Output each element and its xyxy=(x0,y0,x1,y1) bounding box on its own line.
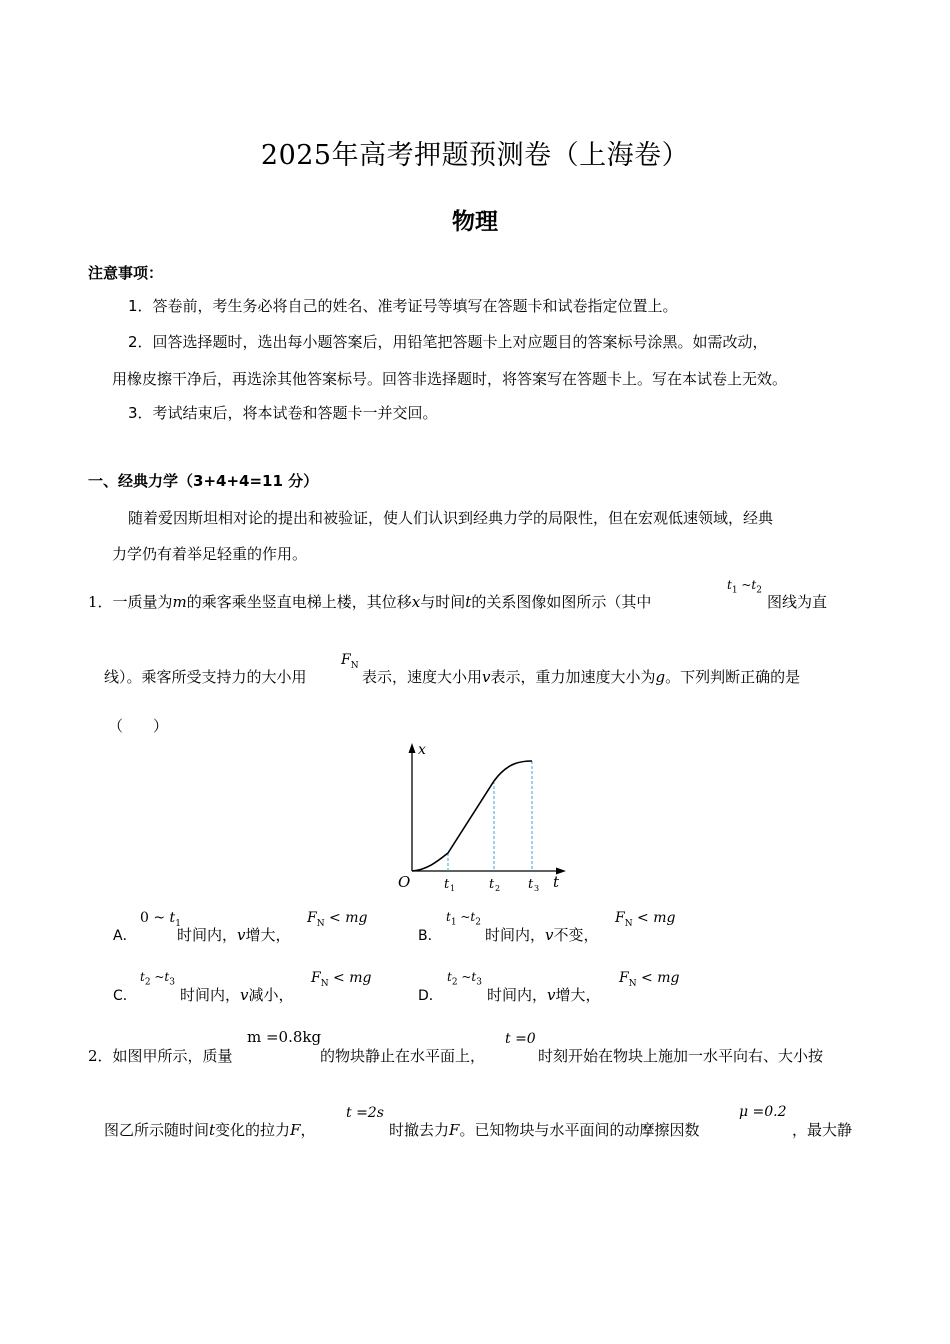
page-title: 2025年高考押题预测卷（上海卷） xyxy=(260,140,690,171)
option-d-ineq: < mg xyxy=(641,970,680,986)
q1-var-v: v xyxy=(482,668,491,686)
q2-text: 图乙所示随时间 xyxy=(104,1121,210,1139)
graph-t2-label: t xyxy=(489,877,495,892)
option-a-tail: 增大， xyxy=(245,926,291,944)
subject-title: 物理 xyxy=(452,209,498,235)
option-c-v: v xyxy=(240,986,249,1004)
option-b-tail: 不变， xyxy=(553,926,599,944)
q2-text: 时撤去力 xyxy=(389,1121,450,1139)
option-d-interval: $t_2$ $\sim t_3$ xyxy=(447,970,482,988)
option-b-text xyxy=(485,924,599,945)
option-d-condition: $F_N$ < mg xyxy=(619,970,680,989)
q2-text: ， xyxy=(300,1121,316,1139)
q1-var-t: t xyxy=(465,593,472,611)
q1-interval-t1-t2: $t_1$ $\sim t_2$ xyxy=(727,578,762,596)
option-d-letter[interactable]: D． xyxy=(418,988,443,1004)
q1-line-1-end: 图线为直 xyxy=(767,593,828,611)
q1-var-m: m xyxy=(172,593,187,611)
option-a-interval: 0 ~ $t_1$ xyxy=(140,910,181,929)
option-a-condition: $F_N$ < mg xyxy=(307,910,368,929)
q1-xt-graph xyxy=(392,738,577,898)
q2-line-2-b xyxy=(389,1119,699,1140)
notice-heading: 注意事项： xyxy=(88,264,164,282)
section-intro-line-1: 随着爱因斯坦相对论的提出和被验证，使人们认识到经典力学的局限性，但在宏观低速领域，经典 xyxy=(128,509,774,527)
q2-mu: μ =0.2 xyxy=(739,1104,787,1120)
q2-var-t: t xyxy=(209,1121,216,1139)
option-a-text xyxy=(177,924,291,945)
graph-y-label: x xyxy=(418,742,426,758)
graph-t3-sub: 3 xyxy=(534,884,540,893)
q1-fn-symbol: $F_N$ xyxy=(341,652,359,671)
q1-answer-blank: （ ） xyxy=(108,717,169,735)
option-c-interval: $t_2$ $\sim t_3$ xyxy=(140,970,175,988)
q2-line-2-a xyxy=(104,1119,316,1140)
option-b-ineq: < mg xyxy=(637,910,676,926)
option-b-v: v xyxy=(545,926,554,944)
q1-line-2-a: 线）。乘客所受支持力的大小用 xyxy=(104,668,307,686)
option-c-label: 时间内， xyxy=(180,986,241,1004)
option-a-ineq: < mg xyxy=(329,910,368,926)
y-axis-arrow xyxy=(409,743,416,753)
q1-var-g: g xyxy=(655,668,666,686)
option-c-letter[interactable]: C． xyxy=(113,988,137,1004)
q2-var-f: F xyxy=(290,1121,301,1139)
notice-item-1: 1．答卷前，考生务必将自己的姓名、准考证号等填写在答题卡和试卷指定位置上。 xyxy=(128,297,678,315)
notice-item-2-line-2: 用橡皮擦干净后，再选涂其他答案标号。回答非选择题时，将答案写在答题卡上。写在本试卷上无效。 xyxy=(112,370,788,388)
q2-text: 变化的拉力 xyxy=(215,1121,291,1139)
option-b-label: 时间内， xyxy=(485,926,546,944)
q1-line-2-rest xyxy=(362,666,800,687)
q2-line-2-end: ，最大静 xyxy=(792,1121,853,1139)
graph-t1-label: t xyxy=(444,877,450,892)
q2-text: 。已知物块与水平面间的动摩擦因数 xyxy=(459,1121,700,1139)
graph-t3-label: t xyxy=(528,877,534,892)
q1-text: 的关系图像如图所示（其中 xyxy=(471,593,652,611)
option-a-label: 时间内， xyxy=(177,926,238,944)
option-a-letter[interactable]: A． xyxy=(113,928,137,944)
option-b-letter[interactable]: B． xyxy=(418,928,442,944)
graph-t2-sub: 2 xyxy=(495,884,501,893)
xt-curve xyxy=(412,761,532,871)
q1-text: 1．一质量为 xyxy=(88,593,173,611)
option-b-interval: $t_1$ $\sim t_2$ xyxy=(446,910,481,928)
q2-line-1-b: 的物块静止在水平面上， xyxy=(320,1047,486,1065)
q2-t0: t =0 xyxy=(505,1031,536,1047)
q2-mass: m =0.8kg xyxy=(247,1028,322,1046)
option-c-text xyxy=(180,984,294,1005)
notice-item-2-line-1: 2．回答选择题时，选出每小题答案后，用铅笔把答题卡上对应题目的答案标号涂黑。如需改动， xyxy=(128,333,768,351)
option-c-tail: 减小， xyxy=(248,986,294,1004)
q2-line-1-a: 2．如图甲所示，质量 xyxy=(88,1047,233,1065)
option-d-v: v xyxy=(547,986,556,1004)
graph-origin: O xyxy=(398,873,411,891)
q1-text: 与时间 xyxy=(420,593,466,611)
graph-t1-sub: 1 xyxy=(450,884,456,893)
q2-t2s: t =2s xyxy=(346,1105,384,1121)
option-d-label: 时间内， xyxy=(487,986,548,1004)
q1-text: 的乘客乘坐竖直电梯上楼，其位移 xyxy=(186,593,412,611)
notice-item-3: 3．考试结束后，将本试卷和答题卡一并交回。 xyxy=(128,404,438,422)
section-heading: 一、经典力学（3+4+4=11 分） xyxy=(88,472,319,490)
option-b-condition: $F_N$ < mg xyxy=(615,910,676,929)
option-d-tail: 增大， xyxy=(555,986,601,1004)
option-c-ineq: < mg xyxy=(333,970,372,986)
q2-var-f: F xyxy=(449,1121,460,1139)
option-c-condition: $F_N$ < mg xyxy=(311,970,372,989)
graph-x-label: t xyxy=(553,873,560,891)
q1-var-x: x xyxy=(411,593,421,611)
option-a-v: v xyxy=(237,926,246,944)
q2-line-1-c: 时刻开始在物块上施加一水平向右、大小按 xyxy=(538,1047,824,1065)
q1-line-1 xyxy=(88,591,651,612)
q1-text: 。下列判断正确的是 xyxy=(665,668,801,686)
q1-text: 表示，重力加速度大小为 xyxy=(490,668,656,686)
section-intro-line-2: 力学仍有着举足轻重的作用。 xyxy=(112,545,308,563)
q1-text: 表示，速度大小用 xyxy=(362,668,483,686)
option-d-text xyxy=(487,984,601,1005)
